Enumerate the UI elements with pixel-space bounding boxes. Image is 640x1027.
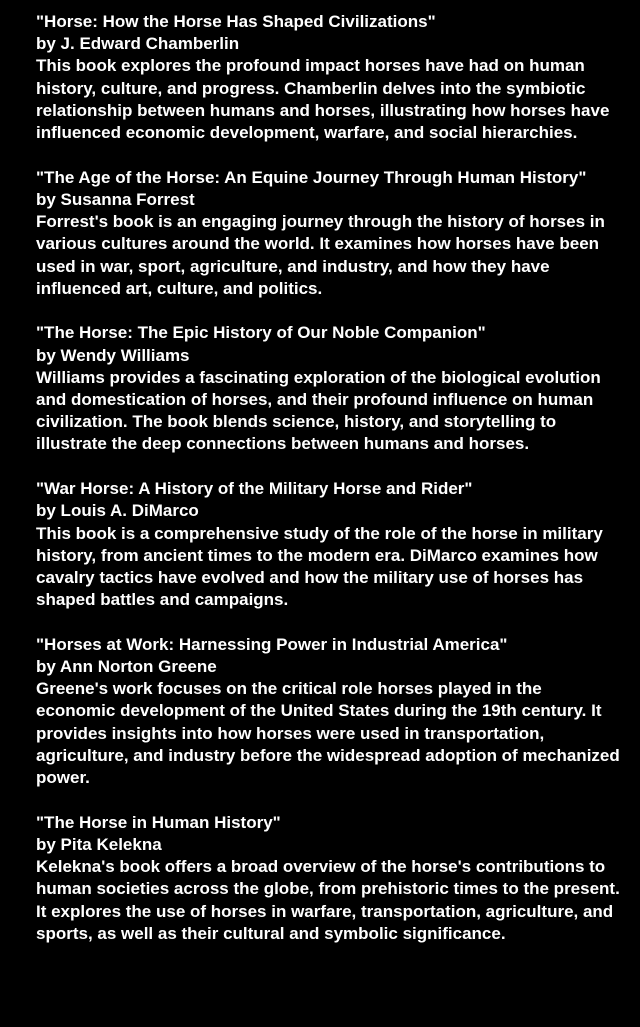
book-author: by Pita Kelekna: [36, 835, 162, 854]
book-author: by Ann Norton Greene: [36, 657, 217, 677]
book-entry-3: [36, 322, 620, 455]
book-title: "The Horse in Human History": [36, 812, 281, 832]
book-author: by Wendy Williams: [36, 345, 190, 365]
book-title: "The Horse: The Epic History of Our Noble Companion": [36, 323, 486, 343]
book-title: "Horses at Work: Harnessing Power in Industrial America": [36, 634, 508, 654]
book-description: Kelekna's book offers a broad overview of the horse's contributions to human societies across the globe, from prehistoric times to the present. It explores the use of horses in warfare, transportation, agriculture, and sports, as well as their cultural and symbolic significance.: [36, 857, 620, 943]
book-entry-6: [36, 812, 620, 945]
book-entry-2: [36, 167, 620, 300]
book-title: "War Horse: A History of the Military Horse and Rider": [36, 479, 473, 499]
book-author: by J. Edward Chamberlin: [36, 34, 240, 54]
book-description: Forrest's book is an engaging journey through the history of horses in various cultures around the world. It examines how horses have been used in war, sport, agriculture, and industry, and how they have influenced art, culture, and politics.: [36, 212, 605, 298]
book-title: "Horse: How the Horse Has Shaped Civilizations": [36, 12, 436, 31]
book-author: by Louis A. DiMarco: [36, 501, 199, 521]
book-description: This book is a comprehensive study of the role of the horse in military history, from ancient times to the modern era. DiMarco examines how cavalry tactics have evolved and how the military use of horses has shaped battles and campaigns.: [36, 523, 603, 610]
book-description: This book explores the profound impact horses have had on human history, culture, and progress. Chamberlin delves into the symbiotic relationship between humans and horses, illustrating how horses have influenced economic development, warfare, and social hierarchies.: [36, 56, 610, 143]
book-entry-4: [36, 478, 620, 611]
book-description: Williams provides a fascinating exploration of the biological evolution and domestication of horses, and their profound influence on human civilization. The book blends science, history, and storytelling to illustrate the deep connections between humans and horses.: [36, 367, 601, 454]
book-description: Greene's work focuses on the critical role horses played in the economic development of the United States during the 19th century. It provides insights into how horses were used in transportation, agriculture, and industry before the widespread adoption of mechanized power.: [36, 679, 620, 788]
book-entry-1: [36, 11, 620, 144]
book-title: "The Age of the Horse: An Equine Journey Through Human History": [36, 167, 587, 187]
book-author: by Susanna Forrest: [36, 189, 195, 209]
book-entry-5: [36, 634, 620, 789]
